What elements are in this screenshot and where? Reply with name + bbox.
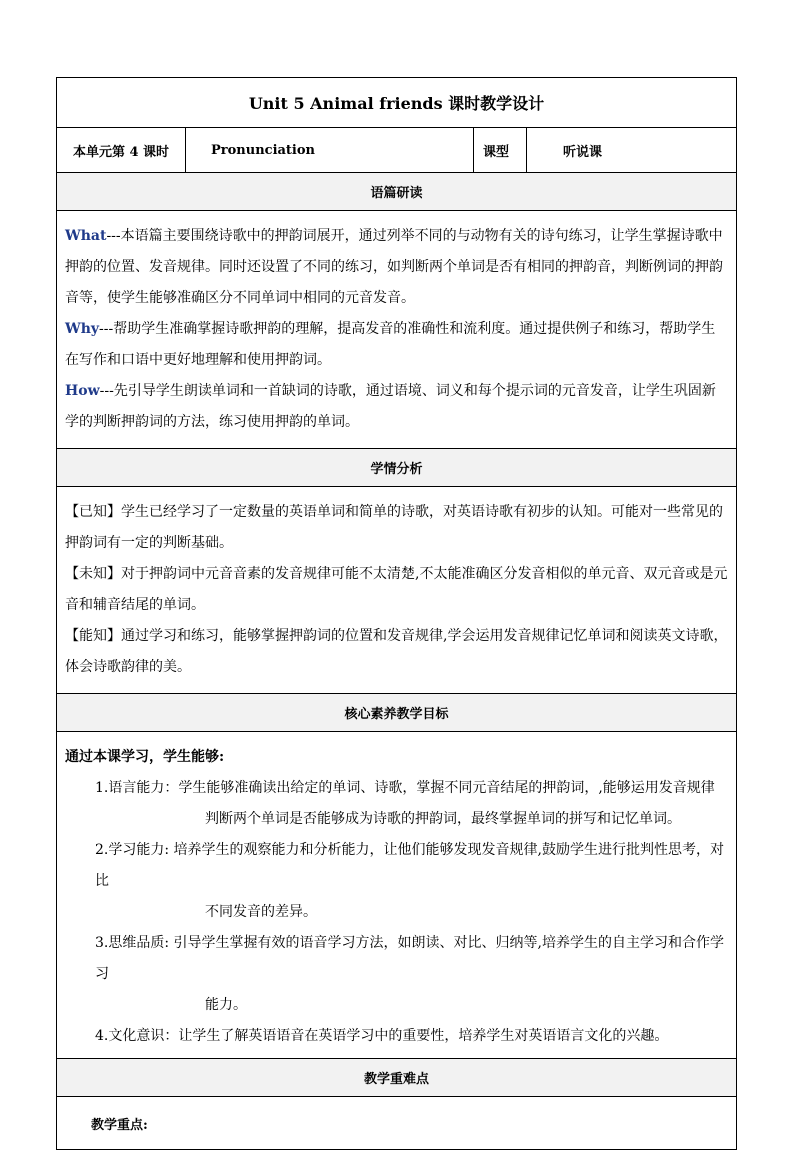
why-keyword: Why [65, 321, 100, 337]
goal-line-continued: 能力。 [205, 997, 247, 1013]
lesson-topic: Pronunciation [186, 128, 474, 172]
goals-lead: 通过本课学习，学生能够: [65, 749, 225, 765]
what-paragraph [65, 221, 728, 314]
core-goals-content [57, 732, 736, 1059]
key-points-label: 教学重点: [91, 1117, 148, 1133]
section-header-key-points: 教学重难点 [57, 1059, 736, 1097]
how-text: ---先引导学生朗读单词和一首缺词的诗歌，通过语境、词义和每个提示词的元音发音，让学生巩固新学的判断押韵词的方法，练习使用押韵的单词。 [65, 383, 716, 430]
goal-item [65, 835, 728, 928]
what-text: ---本语篇主要围绕诗歌中的押韵词展开，通过列举不同的与动物有关的诗句练习，让学生掌握诗歌中押韵的位置、发音规律。同时还设置了不同的练习，如判断两个单词是否有相同的押韵音，判断例词的押韵音等，使学生能够准确区分不同单词中相同的元音发音。 [65, 228, 723, 306]
how-keyword: How [65, 383, 100, 399]
goal-line-continued: 不同发音的差异。 [205, 904, 317, 920]
goal-line: 2.学习能力: 培养学生的观察能力和分析能力，让他们能够发现发音规律,鼓励学生进行批判性思考，对比 [95, 842, 724, 889]
goal-item [65, 773, 728, 835]
unknown-paragraph: 【未知】对于押韵词中元音音素的发音规律可能不太清楚,不太能准确区分发音相似的单元音、双元音或是元音和辅音结尾的单词。 [65, 566, 728, 613]
goal-line: 1.语言能力：学生能够准确读出给定的单词、诗歌，掌握不同元音结尾的押韵词，,能够运用发音规律 [95, 780, 715, 796]
lesson-type-value: 听说课 [563, 144, 603, 160]
document-title: Unit 5 Animal friends 课时教学设计 [57, 78, 736, 128]
section-header-core-goals: 核心素养教学目标 [57, 694, 736, 732]
goal-item [65, 1021, 728, 1052]
key-points-content [57, 1097, 736, 1149]
text-study-content [57, 211, 736, 449]
meta-row [57, 128, 736, 173]
lesson-plan-table [56, 77, 737, 1150]
why-paragraph [65, 314, 728, 376]
what-keyword: What [65, 228, 107, 244]
goal-line: 4.文化意识：让学生了解英语语音在英语学习中的重要性，培养学生对英语语言文化的兴趣。 [95, 1028, 669, 1044]
able-paragraph: 【能知】通过学习和练习，能够掌握押韵词的位置和发音规律,学会运用发音规律记忆单词和阅读英文诗歌，体会诗歌韵律的美。 [65, 628, 728, 675]
section-header-text-study: 语篇研读 [57, 173, 736, 211]
how-paragraph [65, 376, 728, 438]
goal-line-continued: 判断两个单词是否能够成为诗歌的押韵词，最终掌握单词的拼写和记忆单词。 [205, 811, 681, 827]
why-text: ---帮助学生准确掌握诗歌押韵的理解，提高发音的准确性和流利度。通过提供例子和练习，帮助学生在写作和口语中更好地理解和使用押韵词。 [65, 321, 716, 368]
lesson-number: 本单元第 4 课时 [57, 128, 186, 172]
learner-analysis-content [57, 487, 736, 694]
section-header-learner-analysis: 学情分析 [57, 449, 736, 487]
goal-item [65, 928, 728, 1021]
goal-line: 3.思维品质: 引导学生掌握有效的语音学习方法，如朗读、对比、归纳等,培养学生的自主学习和合作学习 [95, 935, 724, 982]
known-paragraph: 【已知】学生已经学习了一定数量的英语单词和简单的诗歌，对英语诗歌有初步的认知。可能对一些常见的押韵词有一定的判断基础。 [65, 504, 723, 551]
lesson-type-label: 课型 [474, 128, 527, 172]
